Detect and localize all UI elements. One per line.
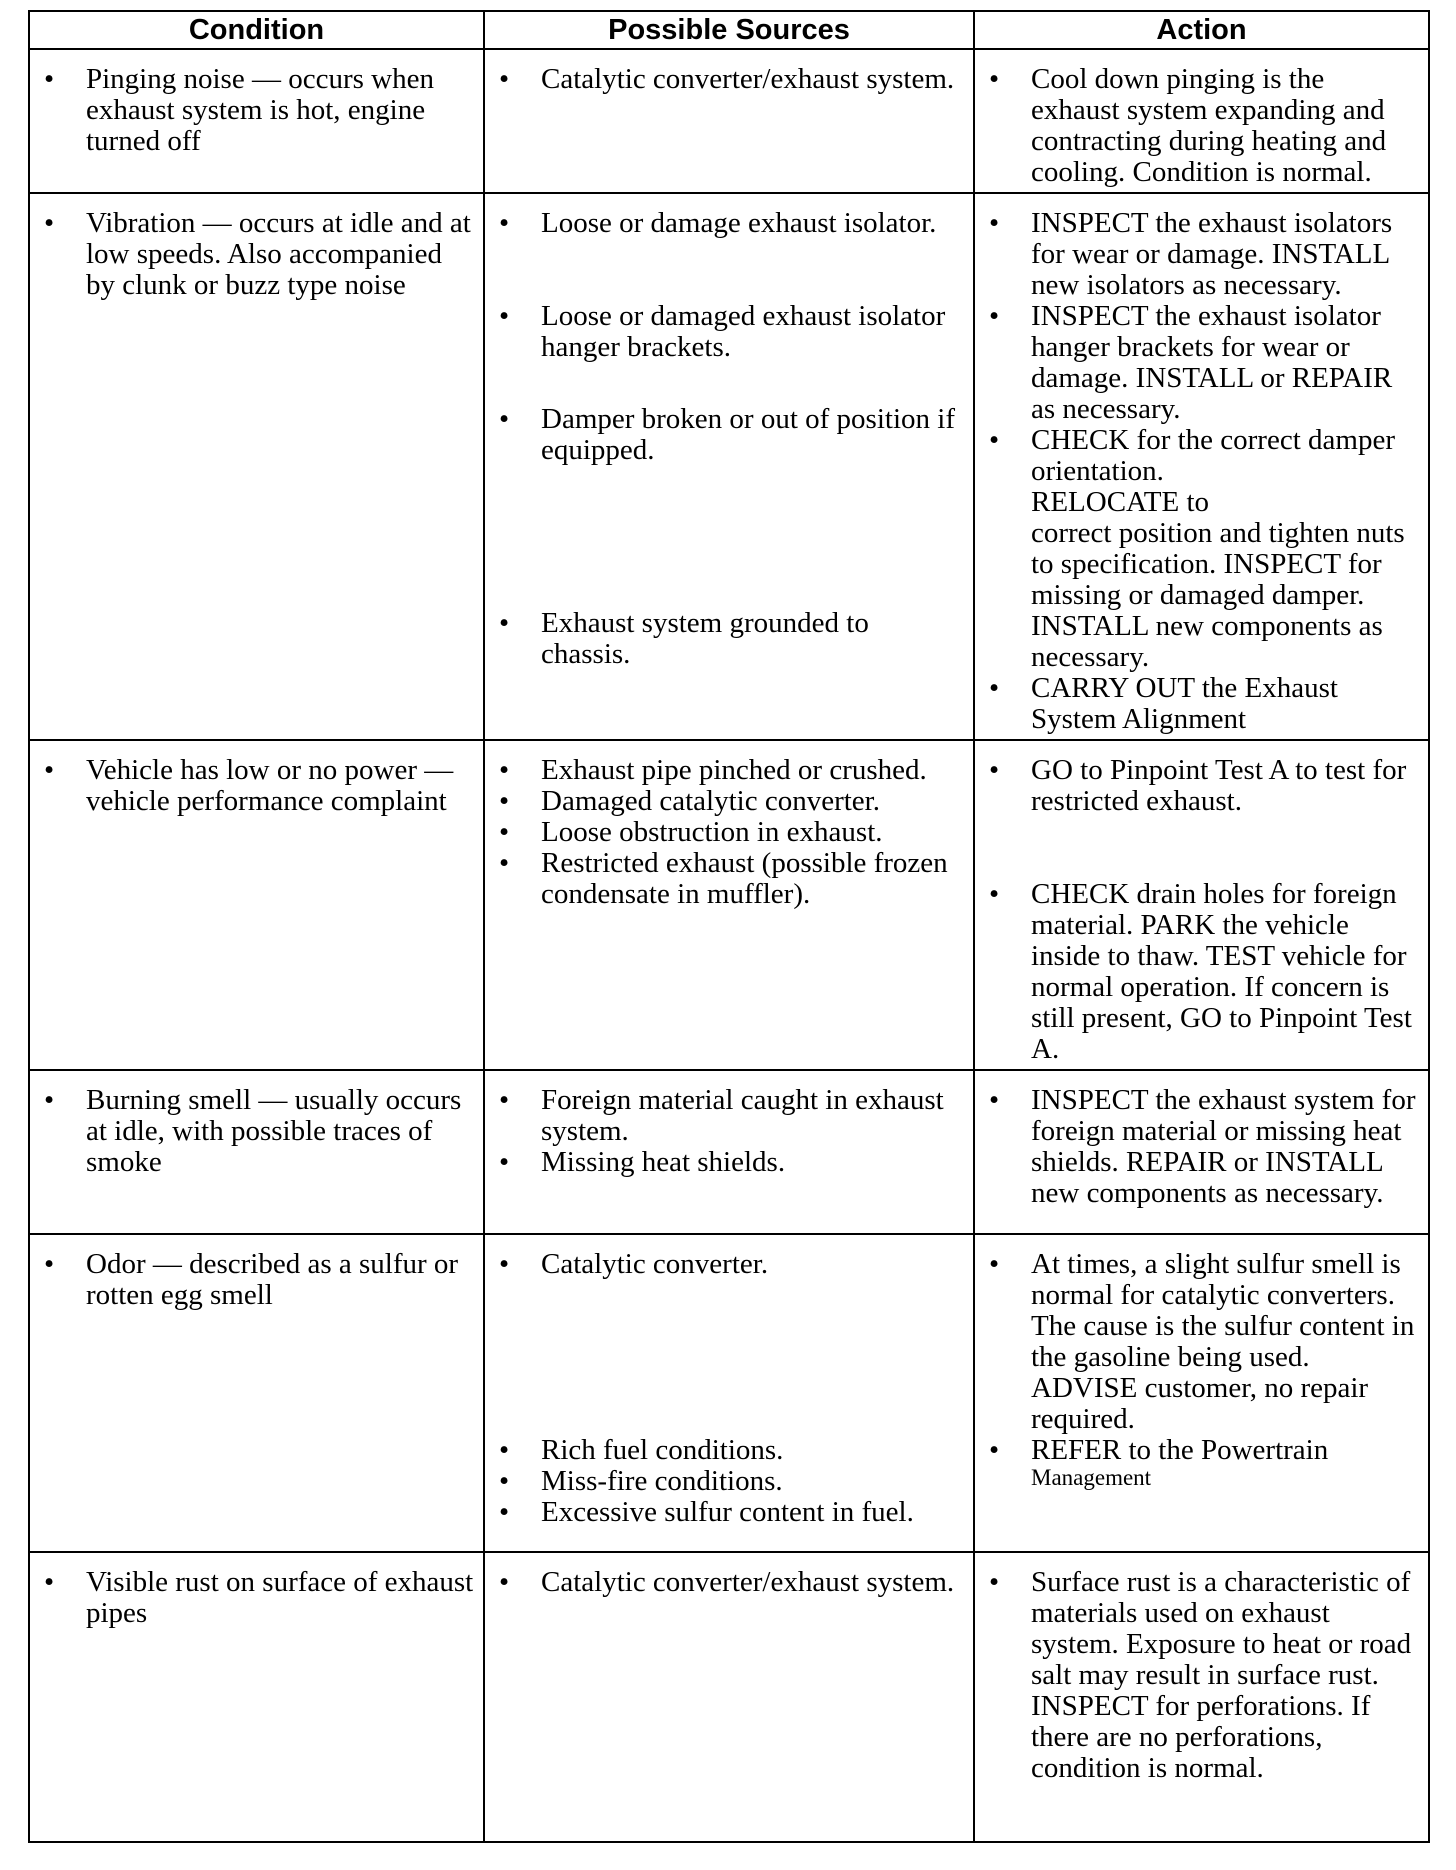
condition-cell [29, 1552, 484, 1842]
condition-text: • Odor — described as a sulfur or rotten egg smell [44, 1249, 475, 1311]
condition-text: • Vibration — occurs at idle and at low speeds. Also accompanied by clunk or buzz type noise [44, 208, 475, 301]
header-possible-sources: Possible Sources [484, 11, 974, 49]
table-row [29, 1234, 1429, 1552]
table-row [29, 740, 1429, 1070]
action-continuation-small: Management [1031, 1465, 1152, 1490]
source-item: • Damper broken or out of position if equipped. [499, 404, 965, 608]
source-item: • Loose obstruction in exhaust. [499, 817, 965, 848]
action-item: • At times, a slight sulfur smell is normal for catalytic converters. The cause is the sulfur content in the gasoline being used. ADVISE customer, no repair required. [989, 1249, 1420, 1435]
source-item: • Catalytic converter. [499, 1249, 965, 1435]
source-item: • Loose or damage exhaust isolator. [499, 208, 965, 301]
condition-text: • Burning smell — usually occurs at idle, with possible traces of smoke [44, 1085, 475, 1178]
header-action: Action [974, 11, 1429, 49]
source-item: • Catalytic converter/exhaust system. [499, 64, 965, 95]
action-cell [974, 193, 1429, 740]
table-row [29, 193, 1429, 740]
action-cell [974, 740, 1429, 1070]
source-item: • Rich fuel conditions. [499, 1435, 965, 1466]
condition-cell [29, 193, 484, 740]
action-item: • GO to Pinpoint Test A to test for restricted exhaust. [989, 755, 1420, 879]
action-item: • INSPECT the exhaust system for foreign material or missing heat shields. REPAIR or INSTALL new components as necessary. [989, 1085, 1420, 1209]
source-item: • Foreign material caught in exhaust system. [499, 1085, 965, 1147]
action-continuation: correct position and tighten nuts to specification. INSPECT for missing or damaged damper. INSTALL new components as necessary. [1031, 517, 1405, 673]
source-item: • Missing heat shields. [499, 1147, 965, 1178]
source-item: • Miss-fire conditions. [499, 1466, 965, 1497]
source-item: • Exhaust system grounded to chassis. [499, 608, 965, 670]
condition-text: • Pinging noise — occurs when exhaust system is hot, engine turned off [44, 64, 475, 157]
action-item [989, 425, 1420, 673]
action-continuation: RELOCATE to [1031, 486, 1210, 518]
action-text: REFER to the Powertrain [1031, 1434, 1329, 1466]
sources-cell [484, 1552, 974, 1842]
action-item [989, 1435, 1420, 1490]
table-row [29, 1070, 1429, 1234]
action-item: • Surface rust is a characteristic of materials used on exhaust system. Exposure to heat or road salt may result in surface rust. INSPECT for perforations. If there are no perforations, condition is normal. [989, 1567, 1420, 1784]
sources-cell [484, 49, 974, 193]
condition-cell [29, 1234, 484, 1552]
action-item: • CARRY OUT the Exhaust System Alignment [989, 673, 1420, 735]
condition-cell [29, 49, 484, 193]
condition-cell [29, 740, 484, 1070]
action-cell [974, 1070, 1429, 1234]
source-item: • Catalytic converter/exhaust system. [499, 1567, 965, 1598]
condition-text: • Vehicle has low or no power — vehicle performance complaint [44, 755, 475, 817]
sources-cell [484, 740, 974, 1070]
action-cell [974, 49, 1429, 193]
action-text: CHECK for the correct damper orientation. [1031, 424, 1395, 487]
table-row [29, 1552, 1429, 1842]
sources-cell [484, 193, 974, 740]
action-cell [974, 1234, 1429, 1552]
condition-cell [29, 1070, 484, 1234]
source-item: • Restricted exhaust (possible frozen condensate in muffler). [499, 848, 965, 910]
header-condition: Condition [29, 11, 484, 49]
action-item: • Cool down pinging is the exhaust system expanding and contracting during heating and cooling. Condition is normal. [989, 64, 1420, 188]
sources-cell [484, 1234, 974, 1552]
sources-cell [484, 1070, 974, 1234]
condition-text: • Visible rust on surface of exhaust pipes [44, 1567, 475, 1629]
action-cell [974, 1552, 1429, 1842]
source-item: • Loose or damaged exhaust isolator hanger brackets. [499, 301, 965, 404]
source-item: • Excessive sulfur content in fuel. [499, 1497, 965, 1528]
action-item: • INSPECT the exhaust isolators for wear or damage. INSTALL new isolators as necessary. [989, 208, 1420, 301]
source-item: • Exhaust pipe pinched or crushed. [499, 755, 965, 786]
source-item: • Damaged catalytic converter. [499, 786, 965, 817]
diagnosis-table [28, 10, 1430, 1843]
action-item: • INSPECT the exhaust isolator hanger brackets for wear or damage. INSTALL or REPAIR as necessary. [989, 301, 1420, 425]
table-row [29, 49, 1429, 193]
header-row [29, 11, 1429, 49]
action-item: • CHECK drain holes for foreign material. PARK the vehicle inside to thaw. TEST vehicle for normal operation. If concern is still present, GO to Pinpoint Test A. [989, 879, 1420, 1065]
